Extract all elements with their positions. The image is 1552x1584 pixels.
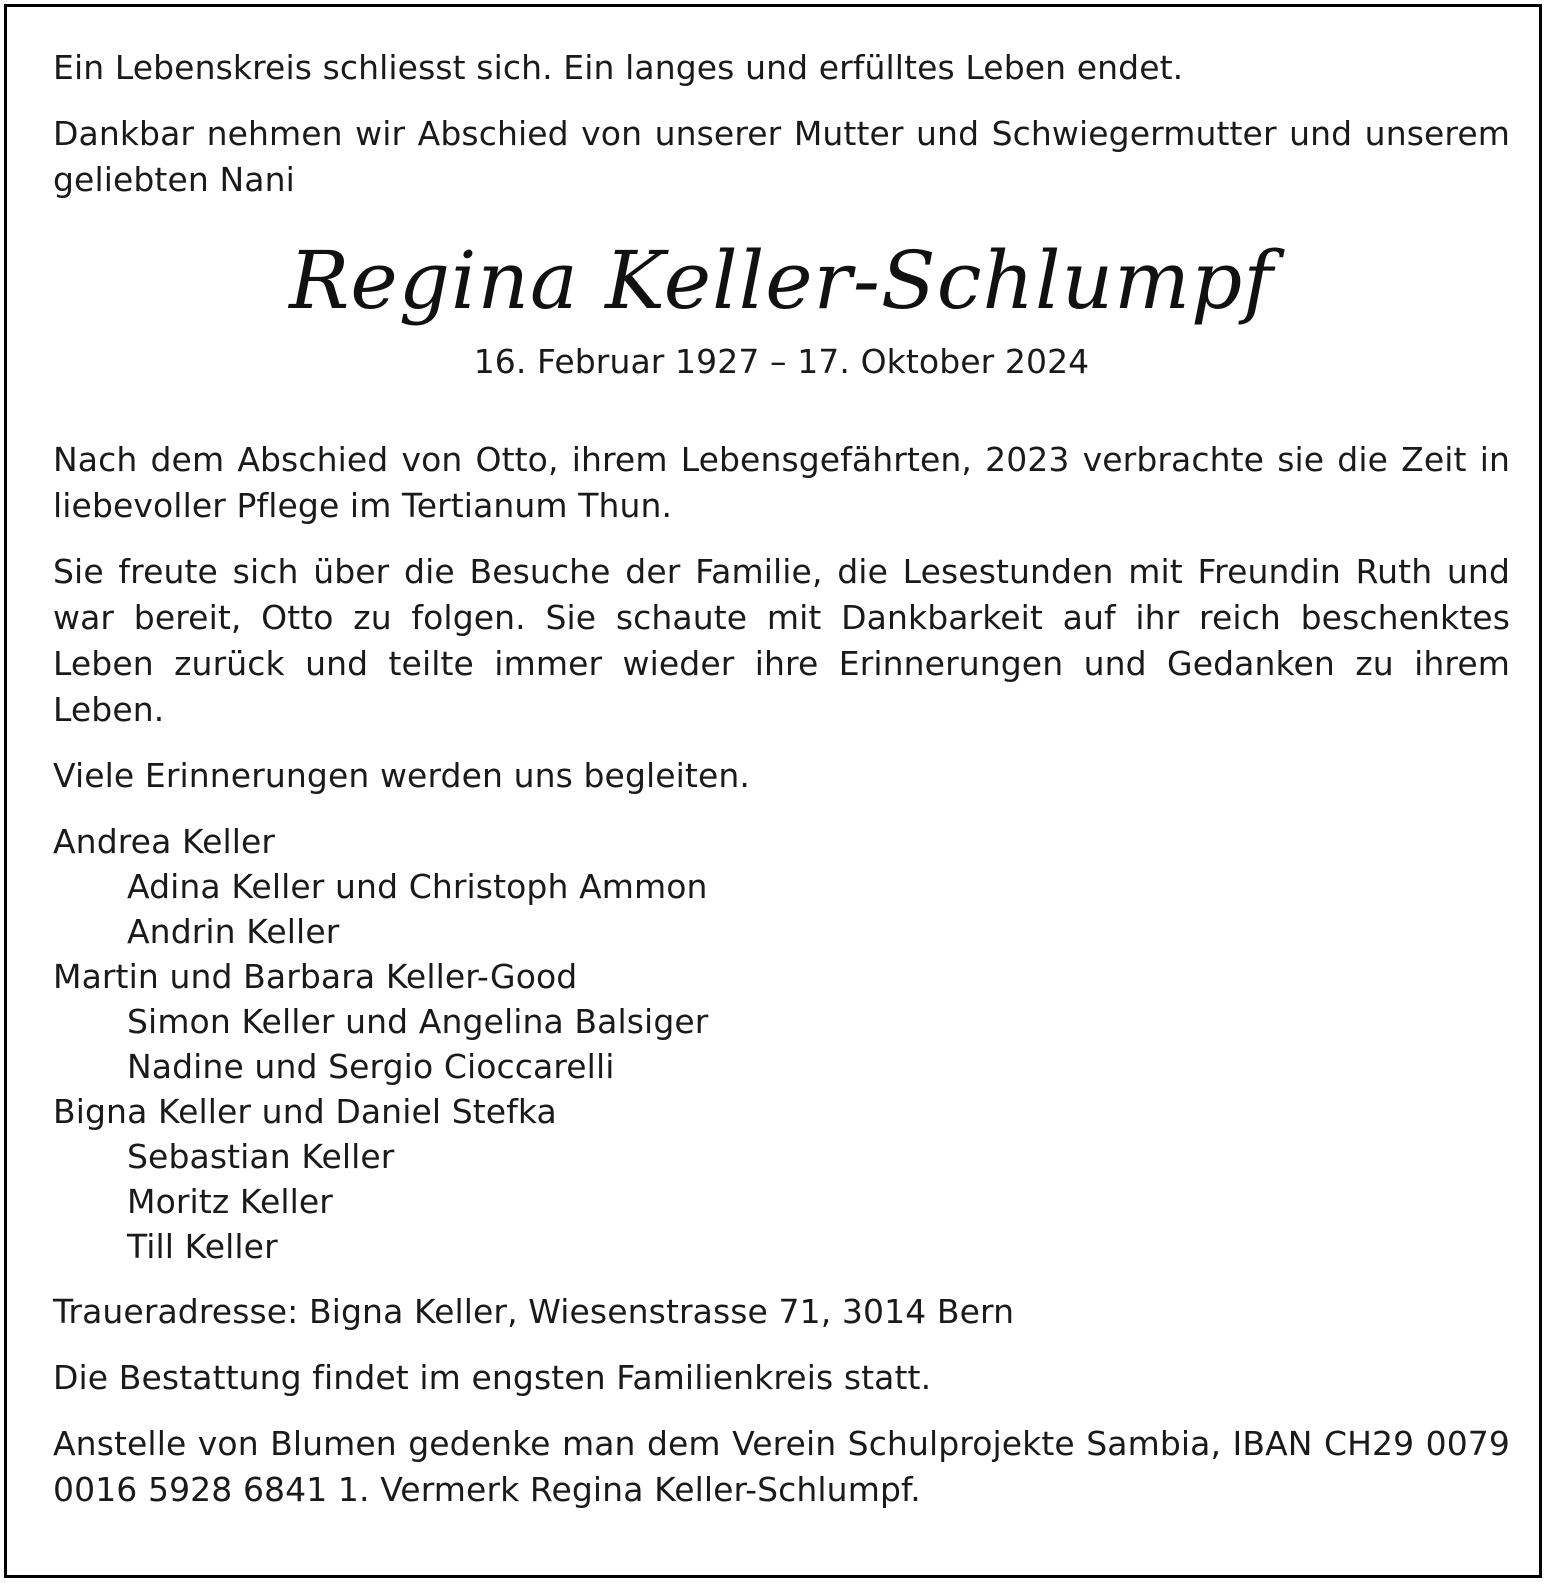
funeral-note: Die Bestattung findet im engsten Familienkreis statt.: [53, 1358, 932, 1397]
donation-note: Anstelle von Blumen gedenke man dem Verein Schulprojekte Sambia, IBAN CH29 0079 0016 5928 6841 1. Vermerk Regina Keller-Schlumpf.: [53, 1424, 1510, 1509]
body-paragraph-3: Viele Erinnerungen werden uns begleiten.: [53, 756, 750, 795]
family-member-child: Simon Keller und Angelina Balsiger: [127, 1002, 709, 1041]
deceased-name: Regina Keller-Schlumpf: [289, 234, 1274, 327]
intro-line: Ein Lebenskreis schliesst sich. Ein langes und erfülltes Leben endet.: [53, 48, 1184, 87]
family-member-child: Sebastian Keller: [127, 1137, 395, 1176]
family-member-child: Adina Keller und Christoph Ammon: [127, 867, 708, 906]
family-list: [53, 819, 1510, 1269]
family-member: Andrea Keller: [53, 822, 276, 861]
obituary-frame: [4, 4, 1542, 1578]
body-paragraph-1: Nach dem Abschied von Otto, ihrem Lebensgefährten, 2023 verbrachte sie die Zeit in liebevoller Pflege im Tertianum Thun.: [53, 440, 1510, 525]
mourning-address: Traueradresse: Bigna Keller, Wiesenstrasse 71, 3014 Bern: [53, 1292, 1015, 1331]
family-member: Bigna Keller und Daniel Stefka: [53, 1092, 557, 1131]
family-member-child: Andrin Keller: [127, 912, 340, 951]
family-member-child: Moritz Keller: [127, 1182, 333, 1221]
life-dates: 16. Februar 1927 – 17. Oktober 2024: [473, 342, 1090, 381]
deceased-name-block: [53, 223, 1510, 339]
body-paragraph-2: Sie freute sich über die Besuche der Familie, die Lesestunden mit Freundin Ruth und war bereit, Otto zu folgen. Sie schaute mit Dankbarkeit auf ihr reich beschenktes Leben zurück und teilte immer wieder ihre Erinnerungen und Gedanken zu ihrem Leben.: [53, 552, 1510, 729]
farewell-line: Dankbar nehmen wir Abschied von unserer Mutter und Schwiegermutter und unserem geliebten Nani: [53, 114, 1510, 199]
family-member: Martin und Barbara Keller-Good: [53, 957, 578, 996]
obituary-content: [53, 45, 1510, 1533]
family-member-child: Till Keller: [127, 1227, 278, 1266]
family-member-child: Nadine und Sergio Cioccarelli: [127, 1047, 615, 1086]
